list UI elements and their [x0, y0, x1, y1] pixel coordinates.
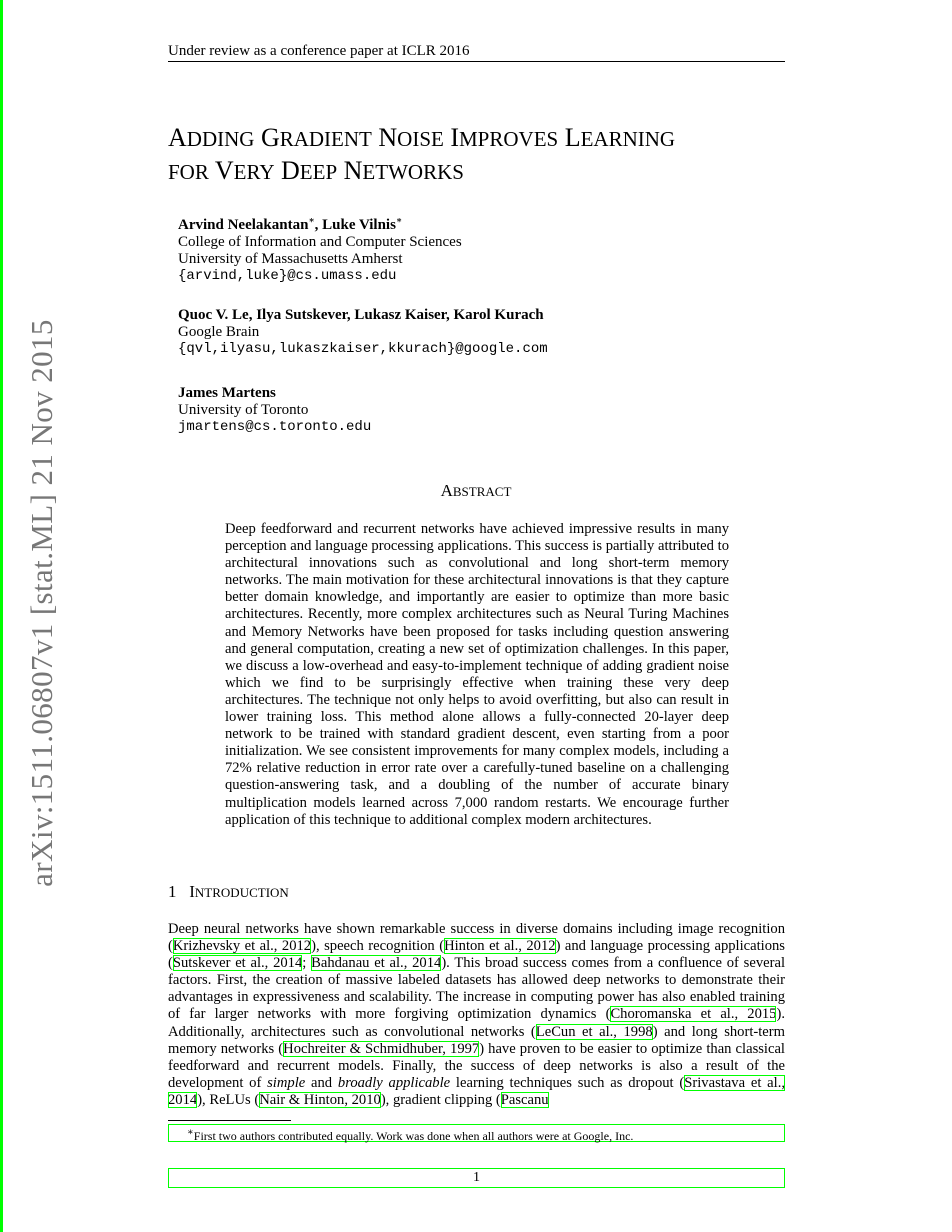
author-name: Luke Vilnis [322, 217, 396, 233]
title-word-smallcaps: ERY [233, 160, 275, 184]
page-left-edge-marker [0, 0, 3, 1232]
emphasis-text: broadly applicable [337, 1074, 451, 1091]
footnote-text-wrapper [187, 1129, 633, 1143]
body-text: and [305, 1074, 338, 1091]
footnote-mark: ∗ [395, 215, 403, 225]
running-header: Under review as a conference paper at ICLR 2016 [168, 42, 785, 62]
title-word-smallcaps: EEP [299, 160, 338, 184]
title-line-1 [168, 122, 788, 155]
citation-link[interactable]: Pascanu [500, 1091, 549, 1108]
affiliation: University of Toronto [178, 402, 309, 418]
citation-link[interactable]: Bahdanau et al., 2014 [311, 955, 442, 972]
body-text: ), speech recognition ( [311, 938, 445, 955]
emphasis-text: simple [267, 1074, 306, 1091]
footnote-rule [168, 1120, 291, 1121]
footnote-link-box[interactable] [168, 1124, 785, 1142]
paper-title [168, 122, 788, 188]
author-block-toronto [178, 385, 738, 436]
arxiv-side-stamp: arXiv:1511.06807v1 [stat.ML] 21 Nov 2015 [24, 319, 59, 887]
body-text: ). This broad success comes from a confluence of several factors. First, the creation of massive labeled datasets has allowed deep networks to demonstrate their advantages in expressiveness and scalability. The increase in computing power has also enabled training of far larger networks with more forgiving optimization dynamics ( [168, 955, 785, 1023]
citation-link[interactable]: Choromanska et al., 2015 [610, 1006, 777, 1023]
body-text: Deep neural networks have shown remarkable success in diverse domains including image recognition ( [168, 921, 785, 955]
heading-smallcaps: NTRODUCTION [194, 885, 289, 900]
body-text: ) and language processing applications ( [168, 938, 785, 972]
title-word-smallcaps: MPROVES [459, 127, 559, 151]
author-names: Quoc V. Le, Ilya Sutskever, Lukasz Kaiser, Karol Kurach [178, 307, 544, 323]
title-word-smallcaps: DDING [186, 127, 255, 151]
author-email: jmartens@cs.toronto.edu [178, 419, 372, 435]
footnote-mark: ∗ [308, 215, 315, 225]
footnote-text: First two authors contributed equally. Work was done when all authors were at Google, Inc. [193, 1129, 634, 1143]
citation-link[interactable]: Hochreiter & Schmidhuber, 1997 [283, 1040, 480, 1057]
title-word: N [378, 123, 398, 152]
body-text: learning techniques such as dropout ( [450, 1074, 685, 1091]
heading-smallcaps: BSTRACT [452, 484, 512, 499]
author-names: James Martens [178, 385, 276, 401]
title-word-smallcaps: ETWORKS [362, 160, 464, 184]
body-text: ; [302, 955, 312, 972]
author-email: {arvind,luke}@cs.umass.edu [178, 268, 397, 284]
abstract-body: Deep feedforward and recurrent networks have achieved impressive results in many perception and language processing applications. This success is partially attributed to architectural innovations such as convolutional and long short-term memory networks. The main motivation for these architectural innovations is that they capture better domain knowledge, and importantly are easier to optimize than more basic architectures. Recently, more complex architectures such as Neural Turing Machines and Memory Networks have been proposed for tasks including question answering and general computation, creating a new set of optimization challenges. In this paper, we discuss a low-overhead and easy-to-implement technique of adding gradient noise which we find to be surprisingly effective when training these very deep architectures. The technique not only helps to avoid overfitting, but also can result in lower training loss. This method alone allows a fully-connected 20-layer deep network to be trained with standard gradient descent, even starting from a poor initialization. We see consistent improvements for many complex models, including a 72% relative reduction in error rate over a carefully-tuned baseline on a challenging question-answering task, and a doubling of the number of accurate binary multiplication models learned across 7,000 random restarts. We encourage further application of this technique to additional complex modern architectures. [225, 521, 729, 828]
title-word: G [260, 123, 280, 152]
introduction-paragraph [168, 921, 785, 1109]
body-text: ) have proven to be easier to optimize than classical feedforward and recurrent models. Finally, the success of deep networks is also a result of the development of [168, 1040, 785, 1091]
title-word: V [214, 156, 234, 185]
body-text: ) and long short-term memory networks ( [168, 1023, 785, 1057]
heading-cap: A [440, 481, 453, 500]
author-separator: , [314, 217, 323, 233]
title-word: I [450, 123, 459, 152]
heading-cap: I [189, 882, 195, 901]
citation-link[interactable]: Hinton et al., 2012 [444, 938, 556, 955]
title-word: A [168, 123, 187, 152]
citation-link[interactable]: Sutskever et al., 2014 [172, 955, 303, 972]
citation-link[interactable]: Nair & Hinton, 2010 [259, 1091, 381, 1108]
title-word-smallcaps: RADIENT [279, 127, 372, 151]
title-word-smallcaps: OISE [397, 127, 444, 151]
abstract-heading [0, 481, 952, 501]
section-number: 1 [168, 882, 177, 901]
page-number-link-box[interactable]: 1 [168, 1168, 785, 1188]
author-email: {qvl,ilyasu,lukaszkaiser,kkurach}@google.com [178, 341, 548, 357]
title-word: N [343, 156, 363, 185]
title-line-2 [168, 155, 788, 188]
affiliation: College of Information and Computer Sciences [178, 234, 462, 250]
affiliation: Google Brain [178, 324, 260, 340]
author-block-google [178, 307, 738, 358]
author-name: Arvind Neelakantan [178, 217, 309, 233]
affiliation: University of Massachusetts Amherst [178, 251, 403, 267]
body-text: ), gradient clipping ( [380, 1091, 501, 1108]
citation-link[interactable]: Krizhevsky et al., 2012 [172, 938, 312, 955]
section-heading-introduction [168, 882, 289, 902]
citation-link[interactable]: Srivastava et al., 2014 [168, 1074, 785, 1108]
body-text: ). Additionally, architectures such as convolutional networks ( [168, 1006, 785, 1040]
footnote-mark: ∗ [187, 1127, 194, 1138]
author-block-umass [178, 212, 738, 285]
author-names [178, 212, 738, 234]
title-word: L [564, 123, 581, 152]
title-word-smallcaps: EARNING [580, 127, 676, 151]
title-word-smallcaps: FOR [168, 160, 209, 184]
body-text: ), ReLUs ( [197, 1091, 260, 1108]
citation-link[interactable]: LeCun et al., 1998 [535, 1023, 653, 1040]
title-word: D [281, 156, 300, 185]
